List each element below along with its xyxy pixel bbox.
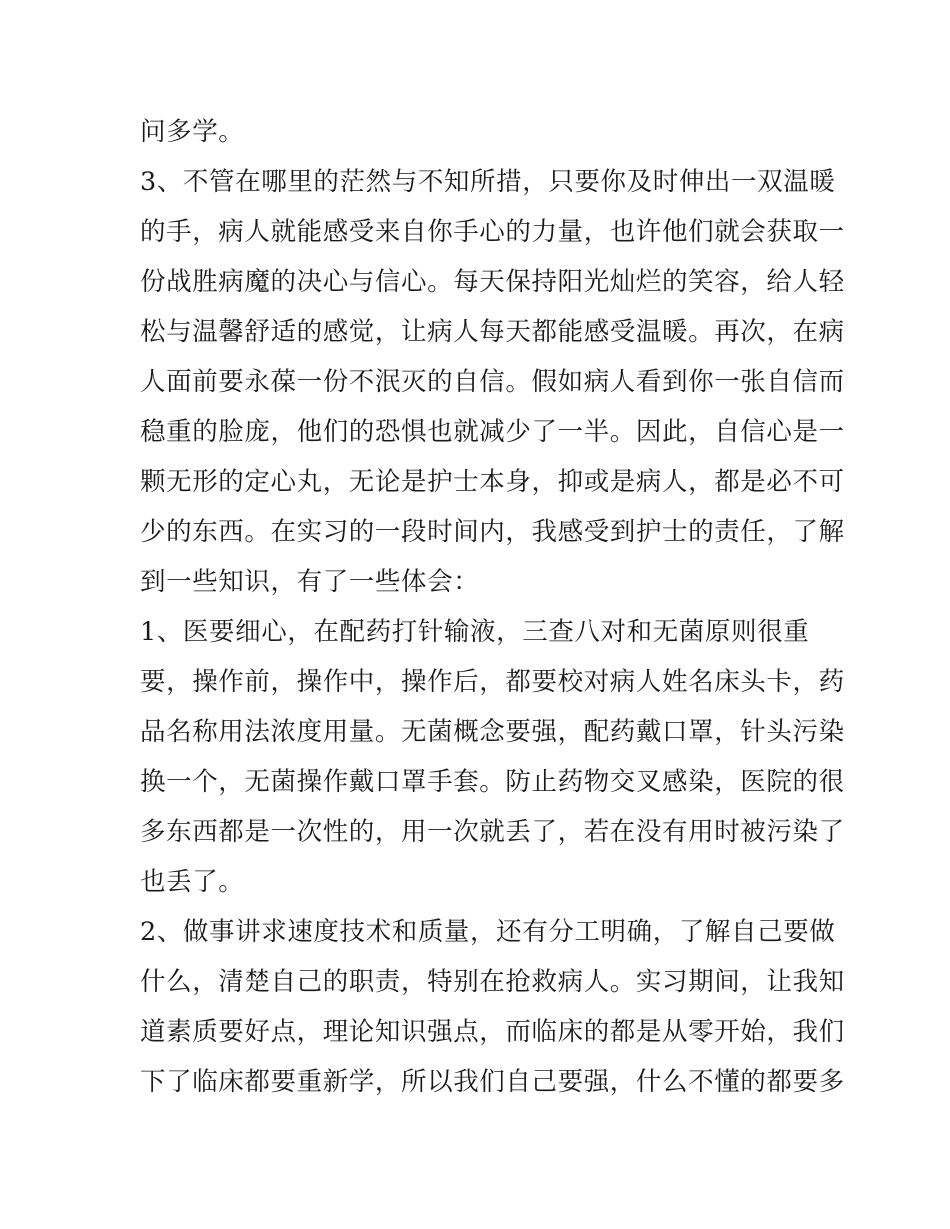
text-line: 份战胜病魔的决心与信心。每天保持阳光灿烂的笑容，给人轻	[140, 267, 845, 297]
text-line: 多东西都是一次性的，用一次就丢了，若在没有用时被污染了	[140, 817, 845, 847]
text-line: 道素质要好点，理论知识强点，而临床的都是从零开始，我们	[140, 1017, 845, 1047]
text-line: 2、做事讲求速度技术和质量，还有分工明确，了解自己要做	[140, 917, 836, 947]
text-line: 稳重的脸庞，他们的恐惧也就减少了一半。因此，自信心是一	[140, 417, 845, 447]
text-line: 1、医要细心，在配药打针输液，三查八对和无菌原则很重	[140, 617, 810, 647]
text-line: 品名称用法浓度用量。无菌概念要强，配药戴口罩，针头污染	[140, 717, 845, 747]
text-line: 少的东西。在实习的一段时间内，我感受到护士的责任，了解	[140, 517, 845, 547]
text-line: 换一个，无菌操作戴口罩手套。防止药物交叉感染，医院的很	[140, 767, 845, 797]
text-line: 到一些知识，有了一些体会：	[140, 567, 480, 597]
text-line: 3、不管在哪里的茫然与不知所措，只要你及时伸出一双温暖	[140, 167, 836, 197]
document-body	[140, 107, 845, 1107]
text-line: 下了临床都要重新学，所以我们自己要强，什么不懂的都要多	[140, 1067, 845, 1097]
text-line: 松与温馨舒适的感觉，让病人每天都能感受温暖。再次，在病	[140, 317, 845, 347]
text-line: 也丢了。	[140, 867, 245, 897]
text-line: 要，操作前，操作中，操作后，都要校对病人姓名床头卡，药	[140, 667, 845, 697]
text-line: 人面前要永葆一份不泯灭的自信。假如病人看到你一张自信而	[140, 367, 845, 397]
text-line: 的手，病人就能感受来自你手心的力量，也许他们就会获取一	[140, 217, 845, 247]
text-line: 什么，清楚自己的职责，特别在抢救病人。实习期间，让我知	[140, 967, 845, 997]
text-line: 问多学。	[140, 117, 245, 147]
text-line: 颗无形的定心丸，无论是护士本身，抑或是病人，都是必不可	[140, 467, 845, 497]
